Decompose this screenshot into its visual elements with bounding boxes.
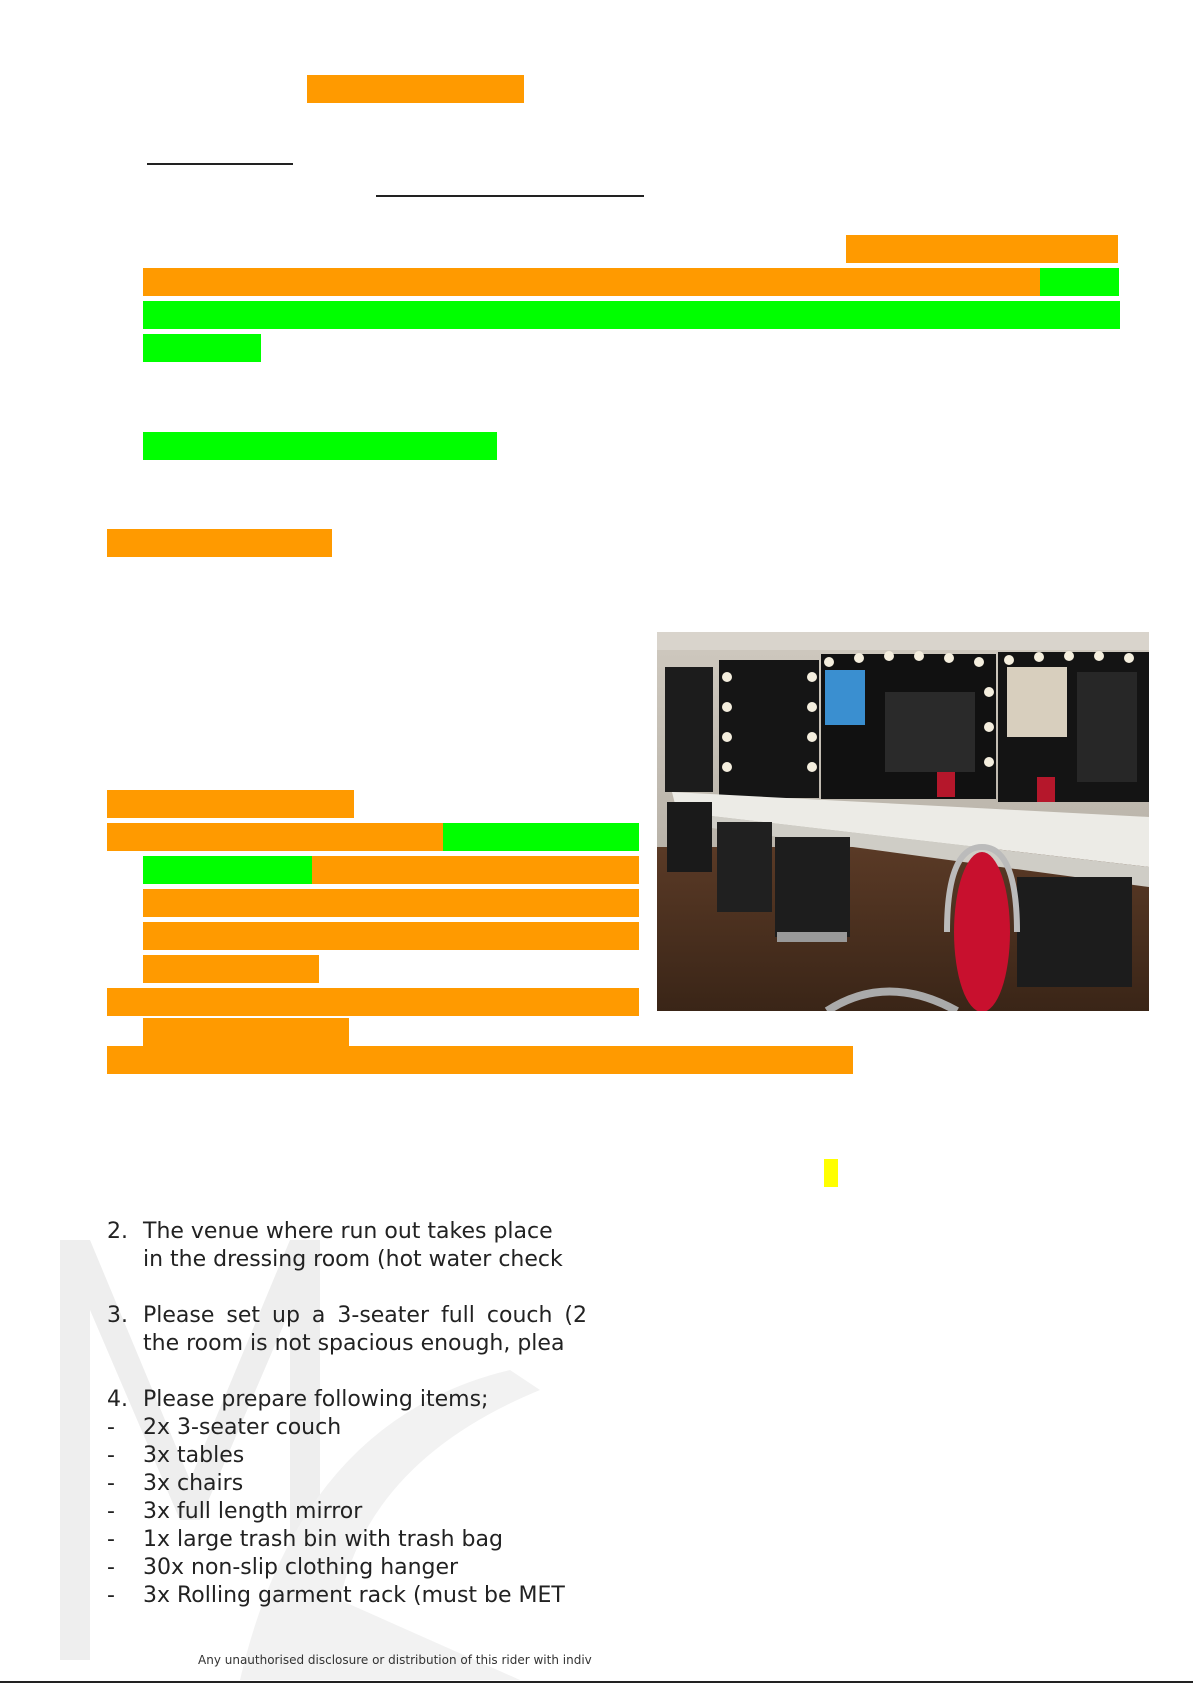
bullet-item: 3x chairs xyxy=(143,1471,244,1496)
redaction-bar xyxy=(143,1018,349,1046)
redaction-bar xyxy=(846,235,1118,263)
mk-monogram-watermark xyxy=(40,1220,560,1680)
redaction-bar xyxy=(1040,268,1119,296)
bullet-item: 3x tables xyxy=(143,1443,245,1468)
bullet-marker: - xyxy=(107,1583,115,1608)
redaction-bar xyxy=(143,889,639,917)
list-item-text: Please prepare following items; xyxy=(143,1387,489,1412)
underline xyxy=(376,195,644,197)
bullet-item: 2x 3-seater couch xyxy=(143,1415,342,1440)
list-number: 2. xyxy=(107,1219,128,1244)
redaction-bar xyxy=(143,922,639,950)
bottom-rule xyxy=(0,1681,1193,1683)
redaction-bar xyxy=(143,301,1120,329)
redaction-bar xyxy=(107,988,639,1016)
redaction-bar xyxy=(143,268,1040,296)
redaction-bar xyxy=(443,823,639,851)
redaction-bar xyxy=(143,955,319,983)
redaction-bar xyxy=(107,823,443,851)
bullet-item: 1x large trash bin with trash bag xyxy=(143,1527,503,1552)
bullet-marker: - xyxy=(107,1443,115,1468)
redaction-bar xyxy=(824,1159,838,1187)
list-item-text: the room is not spacious enough, plea xyxy=(143,1331,565,1356)
footer-disclaimer: Any unauthorised disclosure or distribution of this rider with indiv xyxy=(198,1653,592,1667)
bullet-item: 3x Rolling garment rack (must be MET xyxy=(143,1583,565,1608)
redaction-bar xyxy=(143,856,312,884)
bullet-marker: - xyxy=(107,1527,115,1552)
bullet-item: 3x full length mirror xyxy=(143,1499,363,1524)
redaction-bar xyxy=(107,529,332,557)
redaction-bar xyxy=(107,1046,853,1074)
list-number: 3. xyxy=(107,1303,128,1328)
bullet-marker: - xyxy=(107,1555,115,1580)
redaction-bar xyxy=(307,75,524,103)
underline xyxy=(147,163,293,165)
redaction-bar xyxy=(312,856,639,884)
list-number: 4. xyxy=(107,1387,128,1412)
list-item-text: Please set up a 3-seater full couch (2 xyxy=(143,1303,588,1328)
bullet-marker: - xyxy=(107,1471,115,1496)
redaction-bar xyxy=(143,432,497,460)
list-item-text: in the dressing room (hot water check xyxy=(143,1247,563,1272)
bullet-item: 30x non-slip clothing hanger xyxy=(143,1555,459,1580)
redaction-bar xyxy=(107,790,354,818)
redaction-bar xyxy=(143,334,261,362)
dressing-room-photo xyxy=(657,632,1149,1011)
list-item-text: The venue where run out takes place xyxy=(143,1219,553,1244)
bullet-marker: - xyxy=(107,1415,115,1440)
bullet-marker: - xyxy=(107,1499,115,1524)
